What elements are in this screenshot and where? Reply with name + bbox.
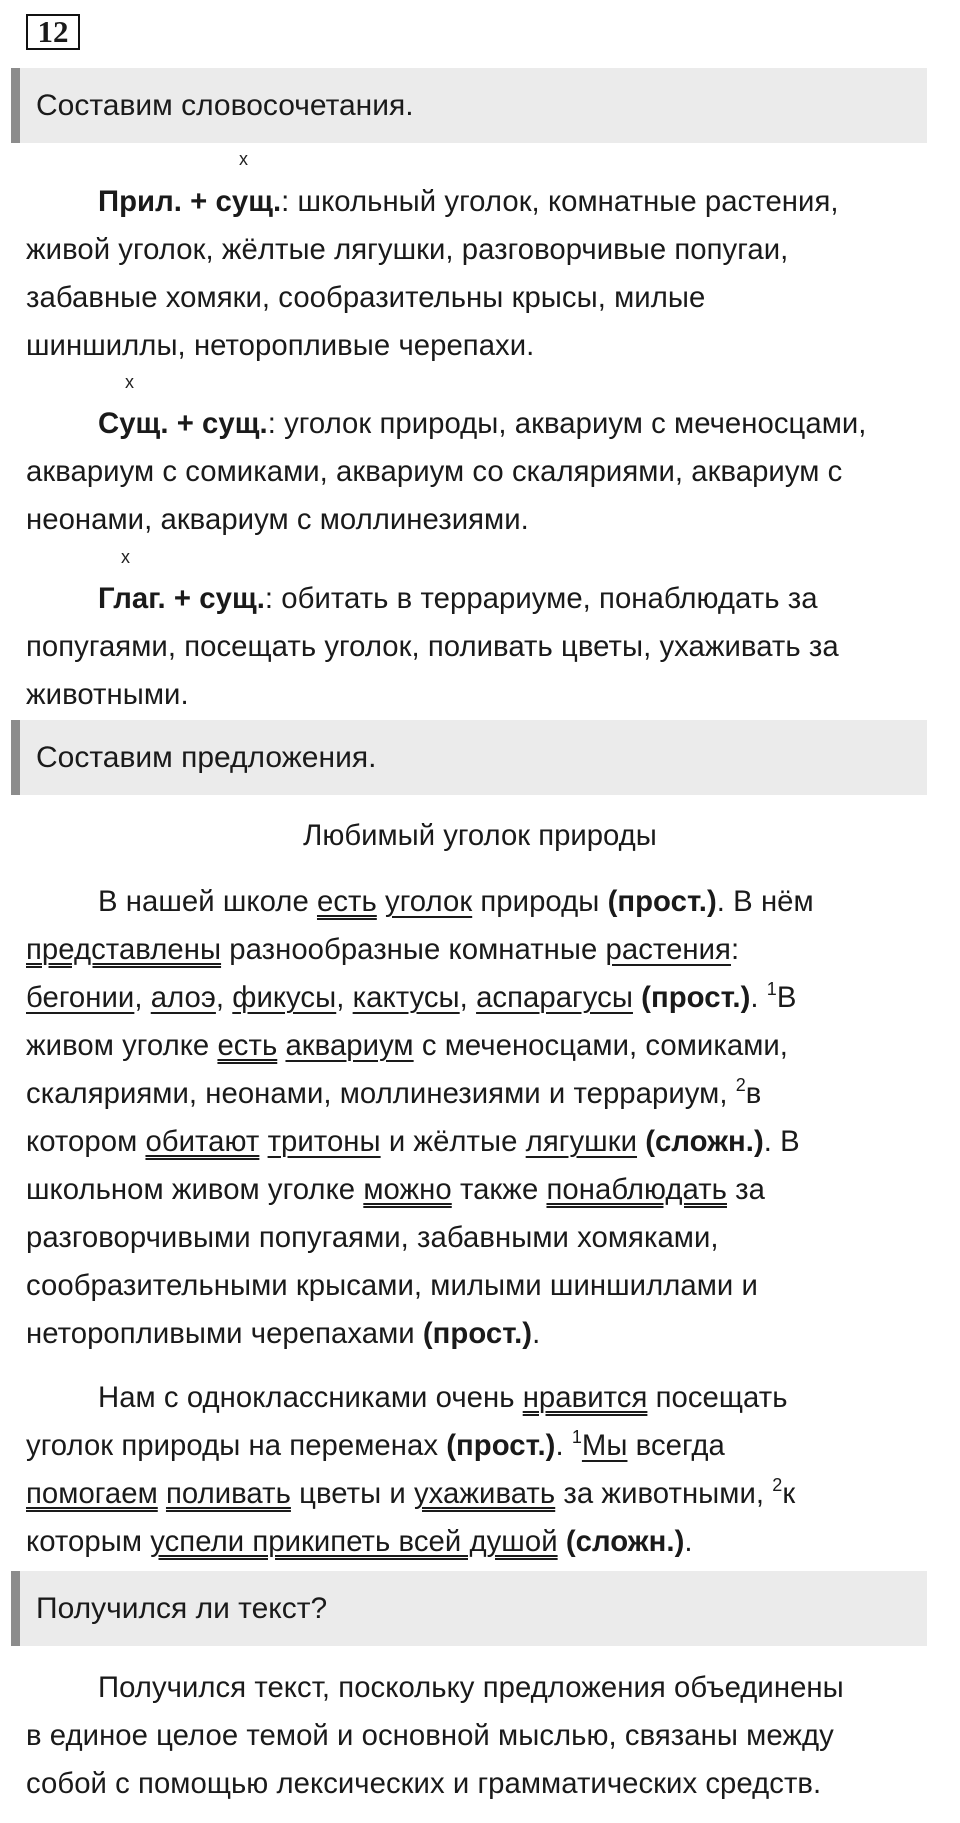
subject: фикусы	[232, 981, 337, 1014]
sentence-type: (прост.)	[641, 981, 751, 1014]
sentence-type: (сложн.)	[565, 1525, 685, 1558]
task-number-box: 12	[26, 14, 80, 50]
predicate: ухаживать	[413, 1477, 556, 1510]
phrases-verb-noun	[26, 575, 956, 719]
section-header-phrases: Составим словосочетания.	[11, 68, 927, 143]
sentence-type: (прост.)	[446, 1429, 556, 1462]
cross-mark: х	[125, 372, 134, 392]
subject: кактусы	[352, 981, 460, 1014]
sentence-type: (сложн.)	[645, 1125, 764, 1158]
subject: аквариум	[285, 1029, 414, 1062]
predicate: нравится	[522, 1381, 648, 1414]
phrases-adj-noun	[26, 178, 956, 370]
noun-noun-label: Сущ. + сущ.	[98, 407, 268, 440]
subject: аспарагусы	[476, 981, 633, 1014]
subject: растения	[605, 933, 731, 966]
subject: Мы	[581, 1429, 628, 1462]
predicate: есть	[217, 1029, 278, 1062]
sentence-type: (прост.)	[422, 1317, 533, 1350]
phrase-text: забавные хомяки, сообразительны крысы, милые	[26, 281, 706, 314]
predicate: помогаем	[26, 1477, 158, 1510]
section-header-text: Получился ли текст?	[11, 1571, 927, 1646]
phrase-text: живой уголок, жёлтые лягушки, разговорчивые попугаи,	[26, 233, 789, 266]
predicate: успели прикипеть всей душой	[150, 1525, 558, 1558]
phrases-noun-noun	[26, 400, 956, 544]
predicate: поливать	[165, 1477, 291, 1510]
predicate: понаблюдать	[546, 1173, 727, 1206]
phrase-text: : школьный уголок, комнатные растения,	[281, 185, 839, 218]
clause-number: 2	[735, 1075, 746, 1095]
answer-paragraph: Получился текст, поскольку предложения объединены в единое целое темой и основной мыслью, связаны между собой с помощью лексических и грамматических средств.	[26, 1671, 844, 1800]
subject: бегонии	[26, 981, 135, 1014]
sentence-type: (прост.)	[607, 885, 717, 918]
phrase-text: шиншиллы, неторопливые черепахи.	[26, 329, 535, 362]
clause-number: 2	[772, 1475, 783, 1495]
predicate: можно	[363, 1173, 452, 1206]
section-header-sentences: Составим предложения.	[11, 720, 927, 795]
clause-number: 1	[571, 1427, 582, 1447]
cross-mark: х	[239, 149, 248, 169]
phrase-text: попугаями, посещать уголок, поливать цветы, ухаживать за	[26, 630, 839, 663]
phrase-text: аквариум с сомиками, аквариум со скаляриями, аквариум с	[26, 455, 843, 488]
clause-number: 1	[766, 979, 777, 999]
verb-noun-label: Глаг. + сущ.	[98, 582, 265, 615]
phrase-text: неонами, аквариум с моллинезиями.	[26, 503, 529, 536]
adj-noun-label: Прил. + сущ.	[98, 185, 282, 218]
subject: алоэ	[150, 981, 216, 1014]
subject: уголок	[385, 885, 473, 918]
essay-paragraph-2: Нам с одноклассниками очень нравится посещать уголок природы на переменах (прост.). $^1$Мы всегда помогаем поливать цветы и ухаживать за животными, $^2$к которым успели прикипеть всей душой (сложн.).	[26, 1381, 796, 1558]
essay-title: Любимый уголок природы	[303, 819, 657, 852]
essay-paragraph-1: В нашей школе есть уголок природы (прост.). В нём представлены разнообразные комнатные растения: бегонии, алоэ, фикусы, кактусы, аспарагусы (прост.). $^1$В живом уголке есть аквариум с меченосцами, сомиками, скаляриями, неонами, моллинезиями и террариум, $^2$в котором обитают тритоны и жёлтые лягушки (сложн.). В школьном живом уголке можно также понаблюдать за разговорчивыми попугаями, забавными хомяками, сообразительными крысами, милыми шиншиллами и неторопливыми черепахами (прост.).	[26, 885, 814, 1350]
phrase-text: животными.	[26, 678, 189, 711]
predicate: есть	[316, 885, 377, 918]
predicate: обитают	[145, 1125, 260, 1158]
predicate: представлены	[26, 933, 222, 966]
cross-mark: х	[121, 547, 130, 567]
subject: лягушки	[525, 1125, 638, 1158]
phrase-text: : обитать в террариуме, понаблюдать за	[264, 582, 818, 615]
phrase-text: : уголок природы, аквариум с меченосцами,	[267, 407, 867, 440]
subject: тритоны	[267, 1125, 381, 1158]
